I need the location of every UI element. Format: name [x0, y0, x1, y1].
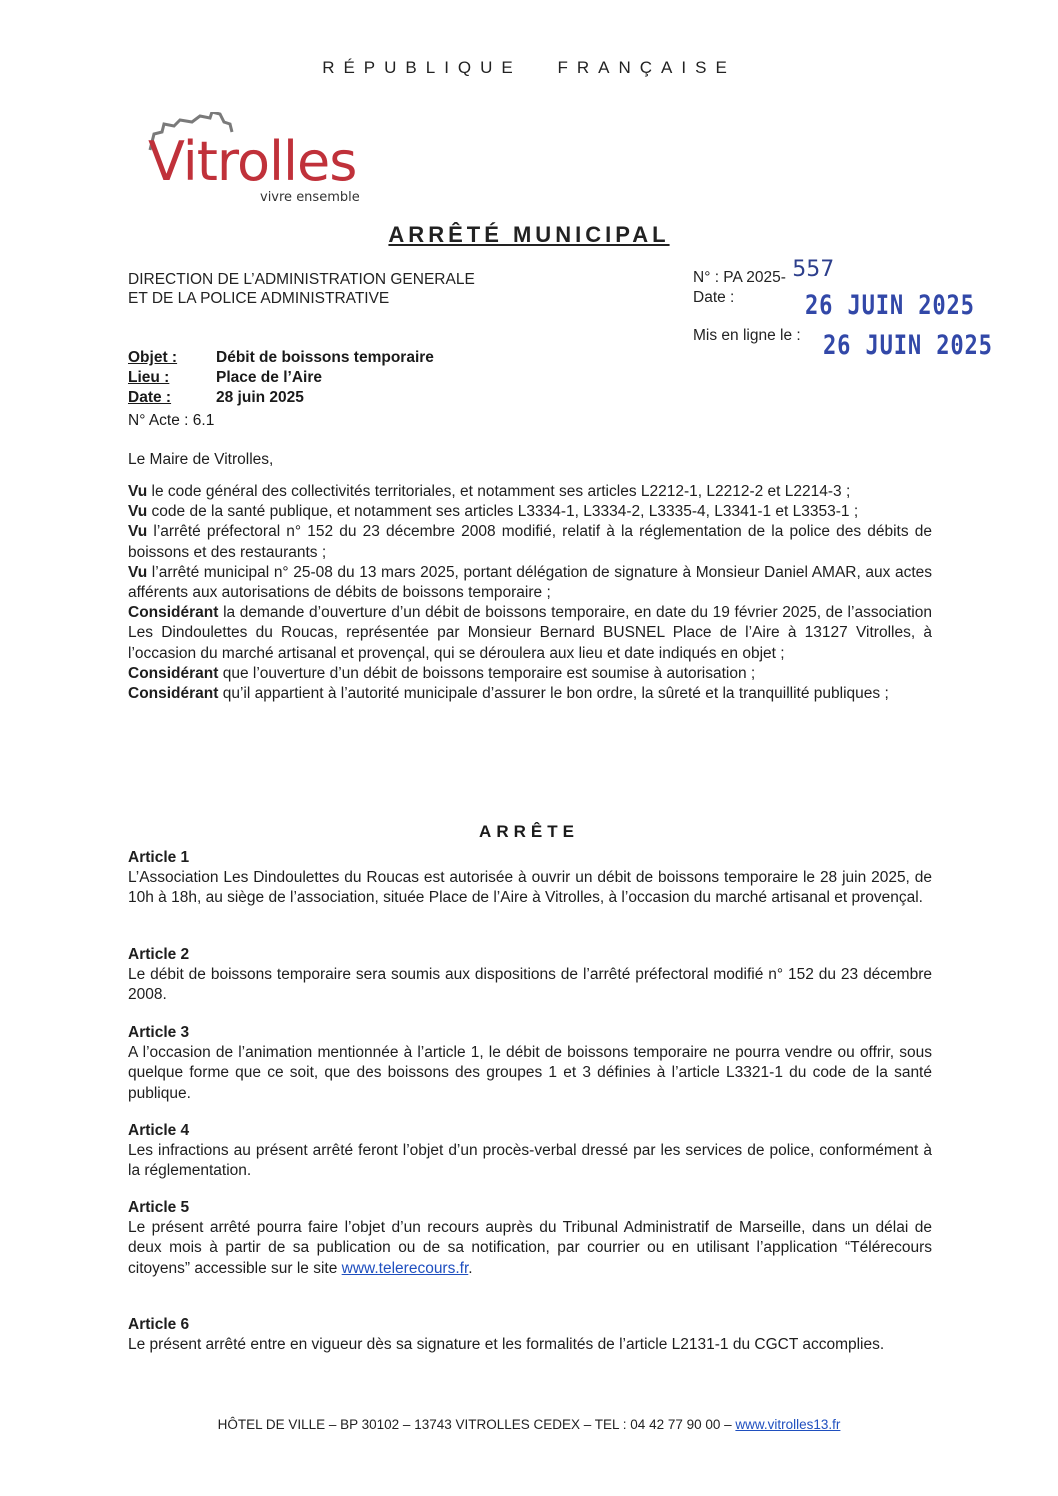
- date-row: [128, 388, 434, 408]
- numero-row: [693, 257, 835, 288]
- article-6: [128, 1315, 932, 1355]
- vitrolles-logo: [140, 112, 400, 212]
- direction-line-1: DIRECTION DE L’ADMINISTRATION GENERALE: [128, 271, 475, 288]
- footer-address: [0, 1417, 1058, 1432]
- online-label: Mis en ligne le :: [693, 327, 801, 344]
- visa-item: Considérant que l’ouverture d’un débit de boissons temporaire est soumise à autorisation ;: [128, 664, 756, 682]
- direction-line-2: ET DE LA POLICE ADMINISTRATIVE: [128, 290, 390, 307]
- objet-label: Objet :: [128, 349, 178, 366]
- direction-block: [128, 270, 475, 308]
- visa-item: Vu code de la santé publique, et notamment ses articles L3334-1, L3334-2, L3335-4, L3341-1 et L3353-1 ;: [128, 503, 859, 521]
- article-title: Article 2: [128, 946, 190, 963]
- visa-item: Considérant la demande d’ouverture d’un débit de boissons temporaire, en date du 19 février 2025, de l’association Les Dindoulettes du Roucas, représentée par Monsieur Bernard BUSNEL Place de l’Aire à 13127 Vitrolles, à l’occasion du marché artisanal et provençal, qui se déroulera aux lieu et date indiqués en objet ;: [128, 604, 932, 662]
- article-title: Article 6: [128, 1316, 190, 1333]
- article-5: [128, 1198, 932, 1279]
- document-title: ARRÊTÉ MUNICIPAL: [388, 222, 670, 247]
- date-label: Date :: [693, 289, 735, 306]
- visa-item: Vu l’arrêté municipal n° 25-08 du 13 mars 2025, portant délégation de signature à Monsieur Daniel AMAR, aux actes afférents aux autorisations de débits de boissons temporaire ;: [128, 563, 932, 602]
- article-text: L’Association Les Dindoulettes du Roucas est autorisée à ouvrir un débit de boissons temporaire le 28 juin 2025, de 10h à 18h, au siège de l’association, située Place de l’Aire à Vitrolles, à l’occasion du marché artisanal et provençal.: [128, 869, 932, 907]
- republique-header: RÉPUBLIQUE FRANÇAISE: [322, 58, 736, 77]
- lieu-value: Place de l’Aire: [216, 369, 322, 386]
- numero-label: N° : PA 2025-: [693, 269, 786, 286]
- visa-item: Considérant qu’il appartient à l’autorité municipale d’assurer le bon ordre, la sûreté et la tranquillité publiques ;: [128, 685, 889, 703]
- telerecours-link[interactable]: www.telerecours.fr: [341, 1259, 469, 1277]
- article-text: Le débit de boissons temporaire sera soumis aux dispositions de l’arrêté préfectoral modifié n° 152 du 23 décembre 2008.: [128, 966, 932, 1004]
- logo-wordmark: Vitrolles: [148, 130, 357, 193]
- arrete-heading: ARRÊTE: [479, 822, 579, 841]
- visas-block: [128, 482, 932, 704]
- acte-number: N° Acte : 6.1: [128, 412, 215, 429]
- article-title: Article 4: [128, 1122, 190, 1139]
- maire-line: Le Maire de Vitrolles,: [128, 451, 274, 468]
- article-title: Article 5: [128, 1199, 190, 1216]
- article-4: [128, 1121, 932, 1182]
- article-text: A l’occasion de l’animation mentionnée à l’article 1, le débit de boissons temporaire ne pourra vendre ou offrir, sous quelque forme que ce soit, que des boissons des groupes 1 et 3 définies à l’article L3321-1 du code de la santé publique.: [128, 1044, 932, 1102]
- objet-row: [128, 348, 434, 368]
- article-title: Article 1: [128, 849, 190, 866]
- visa-item: Vu le code général des collectivités territoriales, et notamment ses articles L2212-1, L2212-2 et L2214-3 ;: [128, 483, 851, 500]
- lieu-row: [128, 368, 434, 388]
- vitrolles-site-link[interactable]: www.vitrolles13.fr: [735, 1417, 841, 1432]
- objet-block: [128, 348, 434, 408]
- event-date-value: 28 juin 2025: [216, 389, 304, 406]
- article-1: [128, 848, 932, 909]
- visa-item: Vu l’arrêté préfectoral n° 152 du 23 décembre 2008 modifié, relatif à la réglementation de la police des débits de boissons et des restaurants ;: [128, 523, 932, 561]
- article-text: Les infractions au présent arrêté feront l’objet d’un procès-verbal dressé par les services de police, conformément à la réglementation.: [128, 1142, 932, 1180]
- article-text: Le présent arrêté entre en vigueur dès sa signature et les formalités de l’article L2131-1 du CGCT accomplies.: [128, 1336, 885, 1354]
- lieu-label: Lieu :: [128, 369, 170, 386]
- event-date-label: Date :: [128, 389, 172, 406]
- objet-value: Débit de boissons temporaire: [216, 349, 434, 366]
- online-stamp: 26 JUIN 2025: [823, 330, 993, 361]
- article-title: Article 3: [128, 1024, 190, 1041]
- article-text: Le présent arrêté pourra faire l’objet d’un recours auprès du Tribunal Administratif de Marseille, dans un délai de deux mois à partir de sa publication ou de sa notification, par courrier ou en utilisant l’application “Télérecours citoyens” accessible sur le site www.telerecours.fr.: [128, 1219, 932, 1277]
- footer-text: HÔTEL DE VILLE – BP 30102 – 13743 VITROLLES CEDEX – TEL : 04 42 77 90 00 –: [217, 1417, 736, 1432]
- numero-handwritten: 557: [792, 257, 835, 282]
- article-3: [128, 1023, 932, 1104]
- article-2: [128, 945, 932, 1006]
- logo-tagline: vivre ensemble: [260, 190, 360, 205]
- date-stamp: 26 JUIN 2025: [805, 290, 975, 321]
